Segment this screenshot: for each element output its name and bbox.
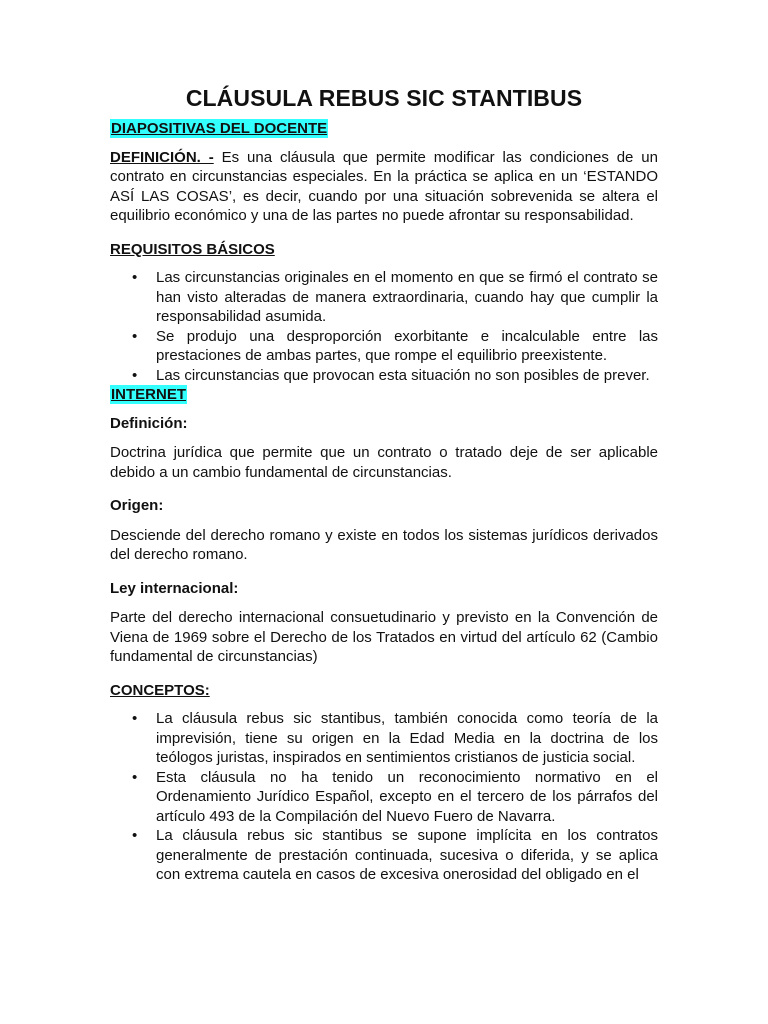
conceptos-list xyxy=(110,709,658,885)
list-item: • Se produjo una desproporción exorbitante e incalculable entre las prestaciones de ambas partes, que rompe el equilibrio preexistente. xyxy=(110,327,658,366)
docente-section-label: DIAPOSITIVAS DEL DOCENTE xyxy=(111,120,328,137)
requisitos-heading xyxy=(110,240,658,260)
requisitos-list xyxy=(110,268,658,385)
internet-definicion-label: Definición: xyxy=(110,414,188,432)
internet-section-header xyxy=(110,385,658,405)
definicion-label: DEFINICIÓN. - xyxy=(110,148,214,166)
list-item: • Las circunstancias que provocan esta situación no son posibles de prever. xyxy=(110,366,658,386)
list-item: • La cláusula rebus sic stantibus, también conocida como teoría de la imprevisión, tiene su origen en la Edad Media en la doctrina de los teólogos juristas, inspirados en sentimientos cristianos de justicia social. xyxy=(110,709,658,768)
definicion-text: Es una cláusula que permite modificar las condiciones de un contrato en circunstancias especiales. En la práctica se aplica en un ‘ESTANDO ASÍ LAS COSAS’, es decir, cuando por una situación sobrevenida se altera el equilibrio económico y una de las partes no puede afrontar su responsabilidad. xyxy=(110,148,658,224)
origen-text: Desciende del derecho romano y existe en todos los sistemas jurídicos derivados del derecho romano. xyxy=(110,526,658,563)
docente-section-header xyxy=(110,119,658,139)
list-item: • La cláusula rebus sic stantibus se supone implícita en los contratos generalmente de prestación continuada, sucesiva o diferida, y se aplica con extrema cautela en casos de excesiva onerosidad del obligado en el xyxy=(110,826,658,885)
conceptos-heading xyxy=(110,681,658,701)
ley-internacional-text: Parte del derecho internacional consuetudinario y previsto en la Convención de Viena de 1969 sobre el Derecho de los Tratados en virtud del artículo 62 (Cambio fundamental de circunstancias) xyxy=(110,609,658,665)
document-title: CLÁUSULA REBUS SIC STANTIBUS xyxy=(185,85,583,111)
list-item: • Las circunstancias originales en el momento en que se firmó el contrato se han visto alteradas de manera extraordinaria, cuando hay que cumplir la responsabilidad asumida. xyxy=(110,268,658,327)
ley-internacional-label: Ley internacional: xyxy=(110,579,239,597)
conceptos-label: CONCEPTOS: xyxy=(110,681,210,699)
origen-label: Origen: xyxy=(110,497,164,514)
internet-section-label: INTERNET xyxy=(111,386,186,403)
definicion-paragraph xyxy=(110,148,658,226)
list-item: • Esta cláusula no ha tenido un reconocimiento normativo en el Ordenamiento Jurídico Español, excepto en el tercero de los párrafos del artículo 493 de la Compilación del Nuevo Fuero de Navarra. xyxy=(110,768,658,827)
requisitos-label: REQUISITOS BÁSICOS xyxy=(110,240,275,258)
internet-definicion-text: Doctrina jurídica que permite que un contrato o tratado deje de ser aplicable debido a un cambio fundamental de circunstancias. xyxy=(110,444,658,481)
